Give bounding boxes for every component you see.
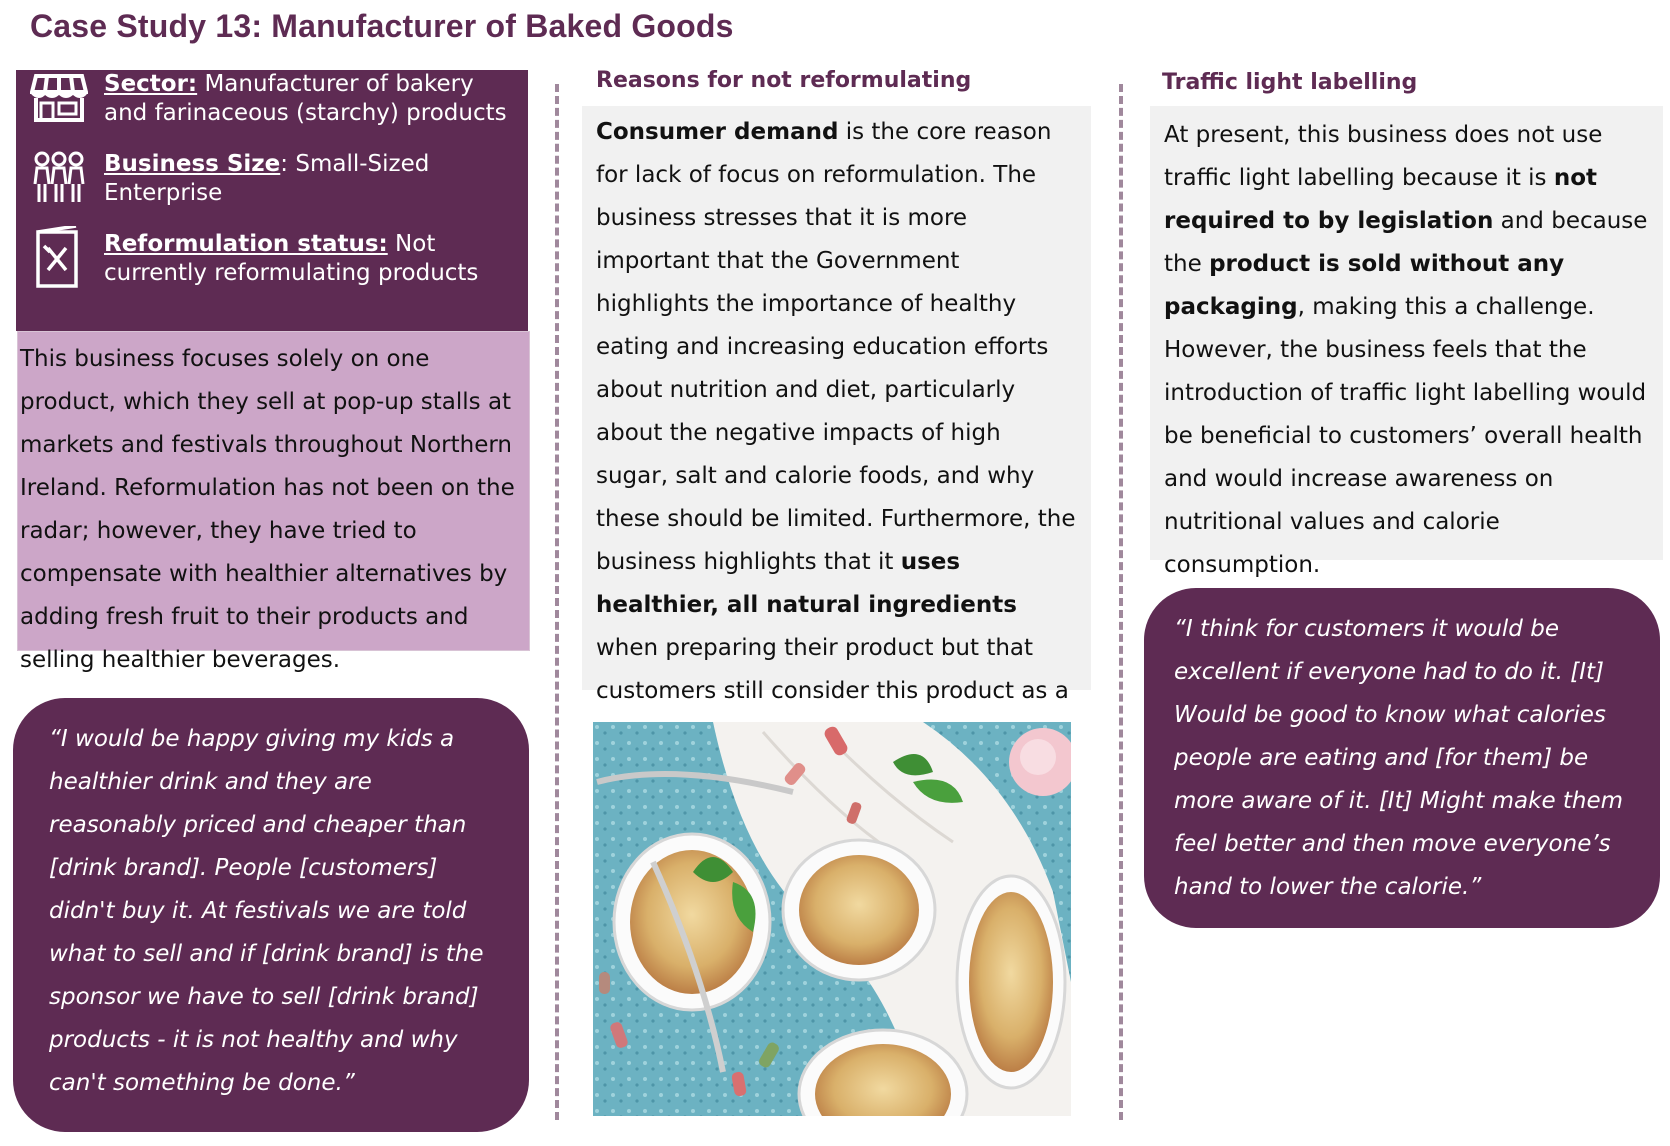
- column-divider-left: [555, 84, 559, 1120]
- traffic-light-text: [1150, 106, 1663, 578]
- status-value: Not currently reformulating products: [104, 231, 479, 286]
- page-title: Case Study 13: Manufacturer of Baked Goods: [30, 8, 734, 44]
- reasons-text-1: is the core reason for lack of focus on reformulation. The business stresses that it is more important that the Government highlights the importance of healthy eating and increasing education efforts about nutrition and diet, particularly about the negative impacts of high sugar, salt and calorie foods, and why these should be limited. Furthermore, the business highlights that it: [596, 119, 1076, 575]
- sector-value: Manufacturer of bakery and farinaceous (starchy) products: [104, 71, 507, 126]
- traffic-text-1: At present, this business does not use traffic light labelling because it is: [1164, 122, 1603, 191]
- business-profile-panel: [16, 70, 528, 331]
- traffic-light-heading: Traffic light labelling: [1162, 70, 1418, 95]
- column-divider-right: [1119, 84, 1123, 1120]
- customer-quote-right: “I think for customers it would be excellent if everyone had to do it. [It] Would be good to know what calories people are eating and [for them] be more aware of it. [It] Might make them feel better and then move everyone’s hand to lower the calorie.”: [1144, 588, 1660, 928]
- size-label: Business Size: [104, 151, 281, 177]
- sector-text: [104, 70, 516, 128]
- status-text: [104, 230, 516, 288]
- size-text: [104, 150, 516, 208]
- reasons-heading: Reasons for not reformulating: [596, 68, 972, 93]
- reasons-bold-2: uses healthier, all natural ingredients: [596, 549, 1017, 618]
- traffic-text-2: and because the: [1164, 208, 1648, 277]
- customer-quote-left: “I would be happy giving my kids a healthier drink and they are reasonably priced and cheaper than [drink brand]. People [customers] didn't buy it. At festivals we are told what to sell and if [drink brand] is the sponsor we have to sell [drink brand] products - it is not healthy and why can't something be done.”: [13, 698, 529, 1132]
- shop-icon: [30, 70, 88, 126]
- traffic-bold-2: product is sold without any packaging: [1164, 251, 1565, 320]
- menu-card-icon: [30, 226, 88, 282]
- size-value: : Small-Sized Enterprise: [104, 151, 430, 206]
- status-label: Reformulation status:: [104, 231, 388, 257]
- reasons-text-2: when preparing their product but that customers still consider this product as a: [596, 635, 1069, 704]
- people-icon: [30, 150, 88, 206]
- crumble-dessert-photo: [593, 722, 1071, 1116]
- reasons-text: [582, 106, 1091, 704]
- reasons-bold-1: Consumer demand: [596, 119, 839, 145]
- traffic-text-3: , making this a challenge. However, the business feels that the introduction of traffic light labelling would be beneficial to customers’ overall health and would increase awareness on nutritional values and calorie consumption.: [1164, 294, 1647, 578]
- traffic-bold-1: not required to by legislation: [1164, 165, 1598, 234]
- sector-label: Sector:: [104, 71, 198, 97]
- business-summary: This business focuses solely on one product, which they sell at pop-up stalls at markets and festivals throughout Northern Ireland. Reformulation has not been on the radar; however, they have tried to compensate with healthier alternatives by adding fresh fruit to their products and selling healthier beverages.: [17, 331, 530, 651]
